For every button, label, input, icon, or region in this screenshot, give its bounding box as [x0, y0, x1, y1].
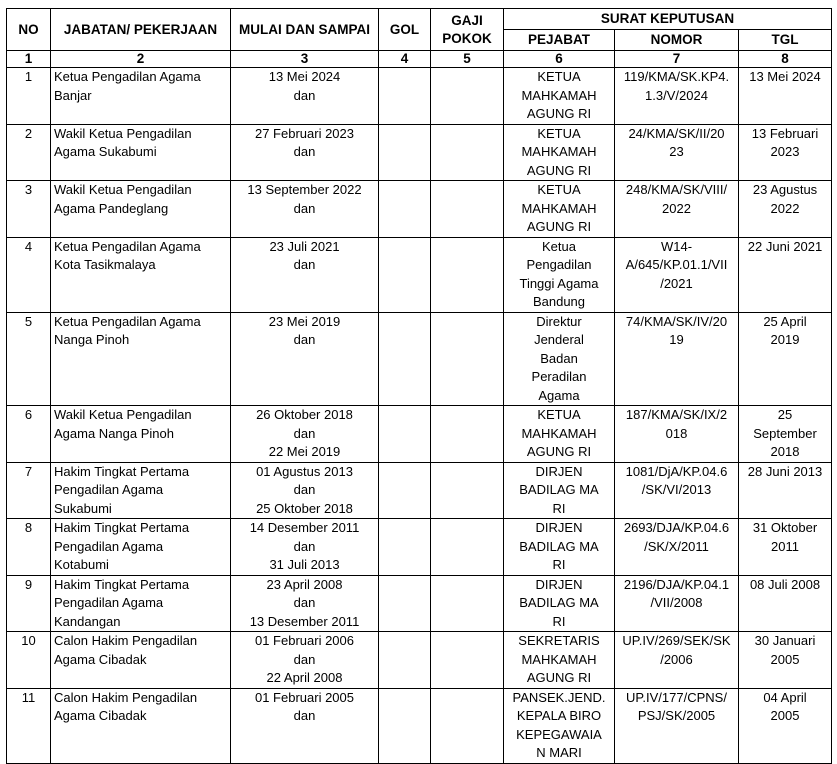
mulai-sampai-cell: 26 Oktober 2018 dan 22 Mei 2019 [231, 406, 379, 463]
pejabat-cell: KETUA MAHKAMAH AGUNG RI [504, 68, 615, 125]
mulai-sampai-cell: 01 Februari 2006 dan 22 April 2008 [231, 632, 379, 689]
column-number: 2 [51, 51, 231, 68]
table-row [7, 575, 832, 632]
tgl-cell: 13 Februari 2023 [739, 124, 832, 181]
gol-cell [379, 124, 431, 181]
gol-cell [379, 462, 431, 519]
row-number: 3 [7, 181, 51, 238]
tgl-cell: 28 Juni 2013 [739, 462, 832, 519]
mulai-sampai-cell: 23 Mei 2019 dan [231, 312, 379, 406]
jabatan-cell: Ketua Pengadilan Agama Banjar [51, 68, 231, 125]
gol-cell [379, 632, 431, 689]
table-row [7, 237, 832, 312]
column-number: 3 [231, 51, 379, 68]
gol-cell [379, 237, 431, 312]
table-row [7, 632, 832, 689]
tgl-cell: 30 Januari 2005 [739, 632, 832, 689]
header-no: NO [7, 9, 51, 51]
row-number: 7 [7, 462, 51, 519]
jabatan-cell: Wakil Ketua Pengadilan Agama Nanga Pinoh [51, 406, 231, 463]
table-row [7, 519, 832, 576]
mulai-sampai-cell: 01 Februari 2005 dan [231, 688, 379, 763]
nomor-cell: 119/KMA/SK.KP4. 1.3/V/2024 [615, 68, 739, 125]
table-row [7, 462, 832, 519]
mulai-sampai-cell: 23 April 2008 dan 13 Desember 2011 [231, 575, 379, 632]
gaji-pokok-cell [431, 688, 504, 763]
table-row [7, 181, 832, 238]
column-number: 4 [379, 51, 431, 68]
pejabat-cell: PANSEK.JEND. KEPALA BIRO KEPEGAWAIA N MARI [504, 688, 615, 763]
table-row [7, 688, 832, 763]
employment-history-table [6, 8, 832, 764]
pejabat-cell: Ketua Pengadilan Tinggi Agama Bandung [504, 237, 615, 312]
jabatan-cell: Calon Hakim Pengadilan Agama Cibadak [51, 688, 231, 763]
pejabat-cell: DIRJEN BADILAG MA RI [504, 575, 615, 632]
row-number: 6 [7, 406, 51, 463]
tgl-cell: 22 Juni 2021 [739, 237, 832, 312]
tgl-cell: 13 Mei 2024 [739, 68, 832, 125]
header-jabatan: JABATAN/ PEKERJAAN [51, 9, 231, 51]
gol-cell [379, 519, 431, 576]
nomor-cell: 2196/DJA/KP.04.1 /VII/2008 [615, 575, 739, 632]
jabatan-cell: Wakil Ketua Pengadilan Agama Pandeglang [51, 181, 231, 238]
gaji-pokok-cell [431, 462, 504, 519]
gaji-pokok-cell [431, 519, 504, 576]
jabatan-cell: Hakim Tingkat Pertama Pengadilan Agama Kandangan [51, 575, 231, 632]
gaji-pokok-cell [431, 181, 504, 238]
pejabat-cell: Direktur Jenderal Badan Peradilan Agama [504, 312, 615, 406]
gaji-pokok-cell [431, 237, 504, 312]
header-tgl: TGL [739, 30, 832, 51]
row-number: 2 [7, 124, 51, 181]
nomor-cell: UP.IV/269/SEK/SK /2006 [615, 632, 739, 689]
jabatan-cell: Wakil Ketua Pengadilan Agama Sukabumi [51, 124, 231, 181]
gaji-pokok-cell [431, 406, 504, 463]
nomor-cell: 74/KMA/SK/IV/20 19 [615, 312, 739, 406]
header-pejabat: PEJABAT [504, 30, 615, 51]
gaji-pokok-cell [431, 312, 504, 406]
column-number: 5 [431, 51, 504, 68]
mulai-sampai-cell: 23 Juli 2021 dan [231, 237, 379, 312]
nomor-cell: 248/KMA/SK/VIII/ 2022 [615, 181, 739, 238]
column-number: 8 [739, 51, 832, 68]
gaji-pokok-cell [431, 124, 504, 181]
tgl-cell: 31 Oktober 2011 [739, 519, 832, 576]
pejabat-cell: SEKRETARIS MAHKAMAH AGUNG RI [504, 632, 615, 689]
mulai-sampai-cell: 27 Februari 2023 dan [231, 124, 379, 181]
tgl-cell: 25 April 2019 [739, 312, 832, 406]
table-row [7, 68, 832, 125]
table-row [7, 312, 832, 406]
gaji-pokok-cell [431, 68, 504, 125]
nomor-cell: UP.IV/177/CPNS/ PSJ/SK/2005 [615, 688, 739, 763]
header-surat-keputusan: SURAT KEPUTUSAN [504, 9, 832, 30]
column-number: 7 [615, 51, 739, 68]
gaji-pokok-cell [431, 632, 504, 689]
row-number: 5 [7, 312, 51, 406]
mulai-sampai-cell: 14 Desember 2011 dan 31 Juli 2013 [231, 519, 379, 576]
column-number-row [7, 51, 832, 68]
gol-cell [379, 575, 431, 632]
gol-cell [379, 406, 431, 463]
gol-cell [379, 312, 431, 406]
tgl-cell: 23 Agustus 2022 [739, 181, 832, 238]
row-number: 9 [7, 575, 51, 632]
row-number: 8 [7, 519, 51, 576]
header-mulai-sampai: MULAI DAN SAMPAI [231, 9, 379, 51]
pejabat-cell: KETUA MAHKAMAH AGUNG RI [504, 406, 615, 463]
column-number: 1 [7, 51, 51, 68]
pejabat-cell: KETUA MAHKAMAH AGUNG RI [504, 124, 615, 181]
nomor-cell: 24/KMA/SK/II/20 23 [615, 124, 739, 181]
jabatan-cell: Calon Hakim Pengadilan Agama Cibadak [51, 632, 231, 689]
mulai-sampai-cell: 13 Mei 2024 dan [231, 68, 379, 125]
tgl-cell: 25 September 2018 [739, 406, 832, 463]
row-number: 1 [7, 68, 51, 125]
jabatan-cell: Ketua Pengadilan Agama Nanga Pinoh [51, 312, 231, 406]
jabatan-cell: Hakim Tingkat Pertama Pengadilan Agama Sukabumi [51, 462, 231, 519]
table-row [7, 406, 832, 463]
mulai-sampai-cell: 01 Agustus 2013 dan 25 Oktober 2018 [231, 462, 379, 519]
pejabat-cell: KETUA MAHKAMAH AGUNG RI [504, 181, 615, 238]
nomor-cell: W14- A/645/KP.01.1/VII /2021 [615, 237, 739, 312]
row-number: 11 [7, 688, 51, 763]
pejabat-cell: DIRJEN BADILAG MA RI [504, 519, 615, 576]
pejabat-cell: DIRJEN BADILAG MA RI [504, 462, 615, 519]
gol-cell [379, 181, 431, 238]
header-gaji-pokok: GAJI POKOK [431, 9, 504, 51]
header-gol: GOL [379, 9, 431, 51]
row-number: 4 [7, 237, 51, 312]
gol-cell [379, 688, 431, 763]
nomor-cell: 1081/DjA/KP.04.6 /SK/VI/2013 [615, 462, 739, 519]
row-number: 10 [7, 632, 51, 689]
nomor-cell: 187/KMA/SK/IX/2 018 [615, 406, 739, 463]
gaji-pokok-cell [431, 575, 504, 632]
table-row [7, 124, 832, 181]
gol-cell [379, 68, 431, 125]
mulai-sampai-cell: 13 September 2022 dan [231, 181, 379, 238]
tgl-cell: 08 Juli 2008 [739, 575, 832, 632]
column-number: 6 [504, 51, 615, 68]
header-nomor: NOMOR [615, 30, 739, 51]
jabatan-cell: Ketua Pengadilan Agama Kota Tasikmalaya [51, 237, 231, 312]
tgl-cell: 04 April 2005 [739, 688, 832, 763]
nomor-cell: 2693/DJA/KP.04.6 /SK/X/2011 [615, 519, 739, 576]
jabatan-cell: Hakim Tingkat Pertama Pengadilan Agama Kotabumi [51, 519, 231, 576]
